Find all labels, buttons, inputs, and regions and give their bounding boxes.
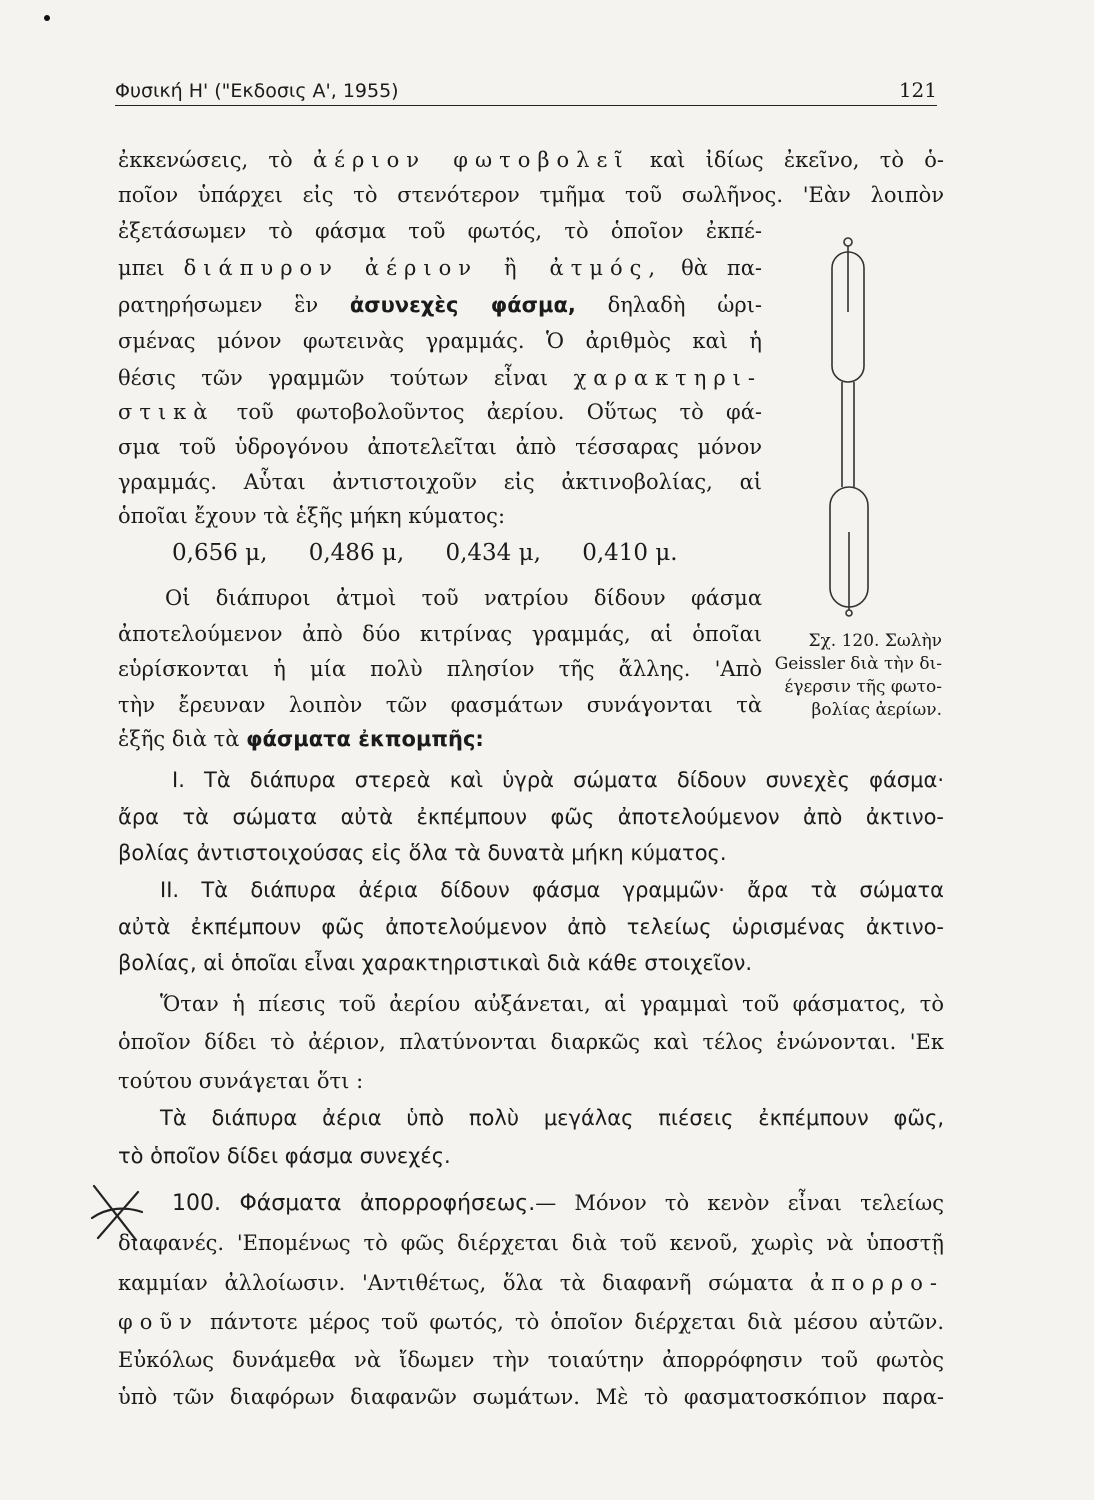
text-line: Ι. Τὰ διάπυρα στερεὰ καὶ ὑγρὰ σώματα δίδουν συνεχὲς φάσμα·	[172, 768, 944, 792]
text-line: ἀποτελούμενον ἀπὸ δύο κιτρίνας γραμμάς, αἱ ὁποῖαι	[118, 622, 762, 646]
wavelength-values	[172, 540, 712, 566]
wavelength-value: 0,656 μ,	[172, 540, 268, 566]
page-dot	[44, 15, 50, 21]
text-line: τούτου συνάγεται ὅτι :	[118, 1069, 364, 1093]
text-line: ὁποῖαι ἔχουν τὰ ἑξῆς μήκη κύματος:	[118, 504, 506, 528]
text-line: ποῖον ὑπάρχει εἰς τὸ στενότερον τμῆμα τοῦ σωλῆνος. 'Εὰν λοιπὸν	[118, 183, 944, 207]
text-line: ρατηρήσωμεν ἓν ἀσυνεχὲς φάσμα, δηλαδὴ ὡρι-	[118, 293, 762, 317]
section-heading: 100. Φάσματα ἀπορροφήσεως.	[172, 1191, 536, 1216]
caption-line: έγερσιν τῆς φωτο-	[784, 677, 942, 697]
text-line: βολίας, αἱ ὁποῖαι εἶναι χαρακτηριστικαὶ διὰ κάθε στοιχεῖον.	[118, 951, 753, 975]
caption-line: Geissler διὰ τὴν δι-	[774, 654, 942, 674]
text-line: φοῦν πάντοτε μέρος τοῦ φωτός, τὸ ὁποῖον διέρχεται διὰ μέσου αὐτῶν.	[118, 1310, 944, 1334]
caption-line: Σχ. 120. Σωλὴν	[808, 631, 942, 651]
page-header	[115, 78, 937, 106]
text-line: ἑξῆς διὰ τὰ φάσματα ἐκπομπῆς:	[118, 727, 484, 751]
section-100-first-line: 100. Φάσματα ἀπορροφήσεως.— Μόνον τὸ κενὸν εἶναι τελείως	[172, 1191, 944, 1216]
text-line: ἐκκενώσεις, τὸ ἀέριον φωτοβολεῖ καὶ ἰδίως ἐκεῖνο, τὸ ὁ-	[118, 148, 944, 172]
text-line: Τὰ διάπυρα ἀέρια ὑπὸ πολὺ μεγάλας πιέσεις ἐκπέμπουν φῶς,	[160, 1106, 944, 1130]
text-line: βολίας ἀντιστοιχούσας εἰς ὅλα τὰ δυνατὰ μήκη κύματος.	[118, 841, 727, 865]
wavelength-value: 0,486 μ,	[308, 540, 405, 566]
wavelength-value: 0,434 μ,	[445, 540, 541, 566]
page-number: 121	[898, 78, 937, 102]
text-line: Οἱ διάπυροι ἀτμοὶ τοῦ νατρίου δίδουν φάσμα	[165, 586, 762, 610]
book-title: Φυσική Η' ("Εκδοσις Α', 1955)	[115, 80, 399, 102]
text-line: αὐτὰ ἐκπέμπουν φῶς ἀποτελούμενον ἀπὸ τελείως ὡρισμένας ἀκτινο-	[118, 915, 944, 939]
text-line: γραμμάς. Αὗται ἀντιστοιχοῦν εἰς ἀκτινοβολίας, αἱ	[118, 470, 762, 494]
text-line: μπει διάπυρον ἀέριον ἢ ἀτμός, θὰ πα-	[118, 256, 762, 280]
text-line: διαφανές. 'Επομένως τὸ φῶς διέρχεται διὰ τοῦ κενοῦ, χωρὶς νὰ ὑποστῇ	[118, 1231, 944, 1255]
text-line: σμα τοῦ ὑδρογόνου ἀποτελεῖται ἀπὸ τέσσαρας μόνον	[118, 435, 762, 459]
wavelength-value: 0,410 μ.	[582, 540, 678, 566]
text-line: τὴν ἔρευναν λοιπὸν τῶν φασμάτων συνάγονται τὰ	[118, 693, 762, 717]
text-line: θέσις τῶν γραμμῶν τούτων εἶναι χαρακτηρι-	[118, 366, 762, 390]
text-line: ἐξετάσωμεν τὸ φάσμα τοῦ φωτός, τὸ ὁποῖον ἐκπέ-	[118, 219, 762, 243]
caption-line: βολίας ἀερίων.	[811, 700, 942, 720]
geissler-tube-figure	[812, 232, 892, 617]
text-line: ἄρα τὰ σώματα αὐτὰ ἐκπέμπουν φῶς ἀποτελούμενον ἀπὸ ἀκτινο-	[118, 805, 944, 829]
text-line: εὑρίσκονται ἡ μία πολὺ πλησίον τῆς ἄλλης. 'Απὸ	[118, 657, 762, 681]
text-line: ΙΙ. Τὰ διάπυρα ἀέρια δίδουν φάσμα γραμμῶν· ἄρα τὰ σώματα	[160, 878, 944, 902]
text-line: Εὐκόλως δυνάμεθα νὰ ἴδωμεν τὴν τοιαύτην ἀπορρόφησιν τοῦ φωτὸς	[118, 1348, 944, 1372]
text-line: στικὰ τοῦ φωτοβολοῦντος ἀερίου. Οὕτως τὸ φά-	[118, 400, 762, 424]
text-line: σμένας μόνον φωτεινὰς γραμμάς. Ὁ ἀριθμὸς καὶ ἡ	[118, 329, 762, 353]
text-line: τὸ ὁποῖον δίδει φάσμα συνεχές.	[118, 1144, 451, 1168]
text-line: ὑπὸ τῶν διαφόρων διαφανῶν σωμάτων. Μὲ τὸ φασματοσκόπιον παρα-	[118, 1385, 944, 1409]
figure-caption	[772, 630, 942, 722]
text-line: Ὅταν ἡ πίεσις τοῦ ἀερίου αὐξάνεται, αἱ γραμμαὶ τοῦ φάσματος, τὸ	[160, 992, 944, 1016]
text-line: καμμίαν ἀλλοίωσιν. 'Αντιθέτως, ὅλα τὰ διαφανῆ σώματα ἀπορρο-	[118, 1271, 944, 1295]
text-line: ὁποῖον δίδει τὸ ἀέριον, πλατύνονται διαρκῶς καὶ τέλος ἑνώνονται. 'Εκ	[118, 1030, 944, 1054]
